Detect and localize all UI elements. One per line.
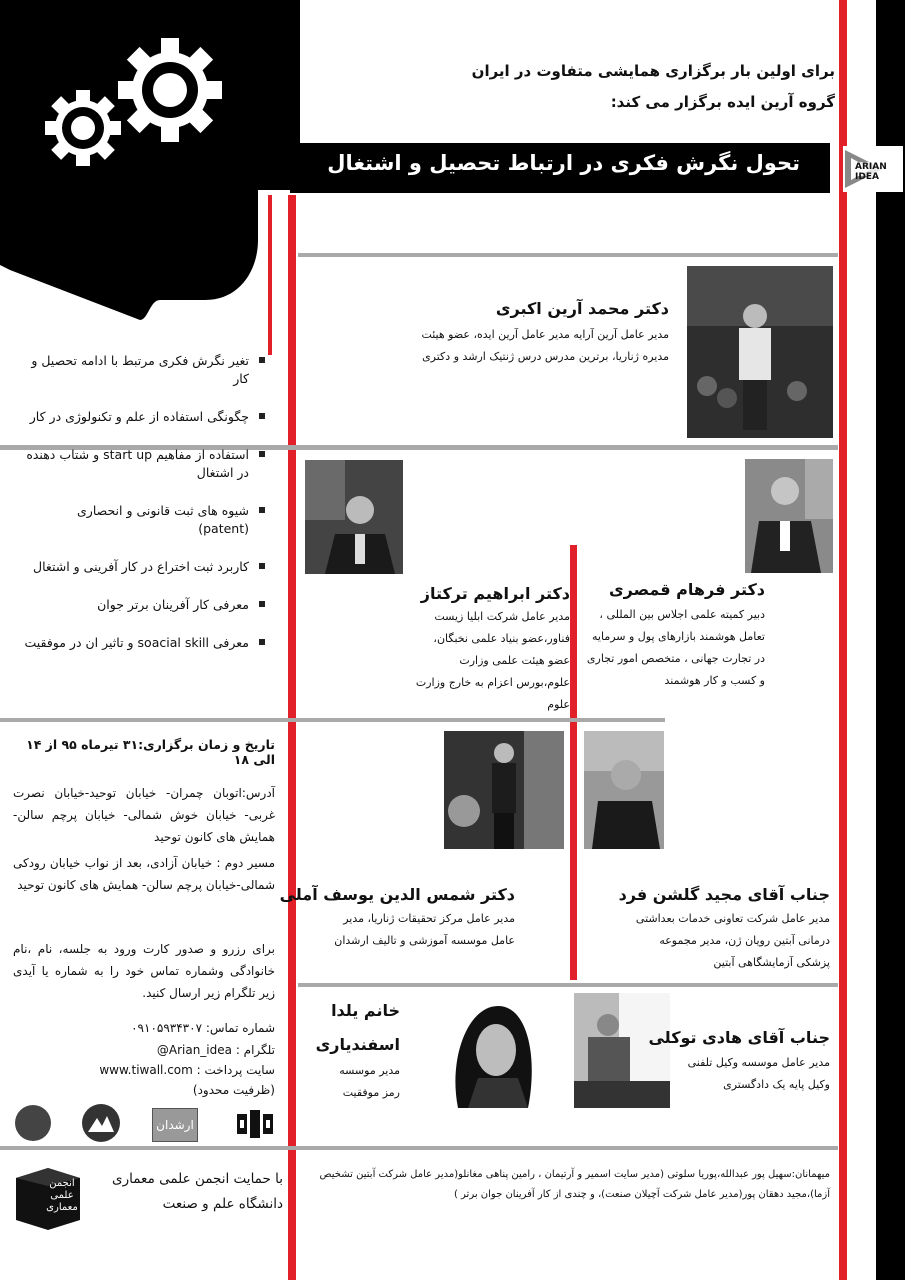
event-title: تحول نگرش فکری در ارتباط تحصیل و اشتغال — [327, 151, 800, 175]
sponsor-line-2: دانشگاه علم و صنعت — [162, 1196, 283, 1212]
speaker-desc-akbari: مدیر عامل آرین آرایه مدیر عامل آرین ایده، عضو هیئت مدیره ژناریا، برترین مدرس درس ژنتیک ارشد و دکتری — [421, 328, 669, 363]
topic-item: کاربرد ثبت اختراع در کار آفرینی و اشتغال — [23, 558, 265, 576]
speaker-desc-tavakoli-1: مدیر عامل موسسه وکیل تلفنی — [687, 1056, 830, 1069]
red-accent-line — [268, 195, 272, 355]
arian-idea-logo-text: ARIAN IDEA — [855, 162, 887, 182]
head-silhouette-graphic — [0, 0, 300, 320]
gray-divider — [0, 1146, 838, 1150]
intro-line-1: برای اولین بار برگزاری همایشی متفاوت در ایران — [471, 62, 835, 80]
bullet-square-icon — [259, 563, 265, 569]
speaker-photo-golshan — [584, 731, 664, 849]
gear-icon — [45, 90, 121, 166]
guests-list: میهمانان:سهیل پور عبدالله،پوریا سلوتی (مدیر سایت اسمیر و آرتیمان ، رامین پناهی مغانلو(مدیر عامل شرکت آبتین تشخیص آزما)،مجید دهقان پور(مدیر عامل شرکت آچیلان صنعت)، و چندی از کار آفرینان جوان برتر ) — [319, 1169, 830, 1200]
red-divider-middle — [570, 545, 577, 980]
speaker-name-qamsari: دکتر فرهام قمصری — [609, 580, 765, 599]
event-reserve-info: برای رزرو و صدور کارت ورود به جلسه، نام ،نام خانوادگی وشماره تماس خود را به شماره یا آیدی زیر تلگرام زیر ارسال کنید. — [13, 942, 275, 1000]
bullet-square-icon — [259, 451, 265, 457]
speaker-name-golshan: جناب آقای مجید گلشن فرد — [618, 885, 830, 904]
topic-item: معرفی کار آفرینان برتر جوان — [23, 596, 265, 614]
speaker-desc-esfandiari-1: مدیر موسسه — [339, 1064, 400, 1077]
bullet-square-icon — [259, 413, 265, 419]
event-capacity: (ظرفیت محدود) — [192, 1083, 275, 1097]
speaker-desc-qamsari: دبیر کمیته علمی اجلاس بین المللی ، تعامل هوشمند بازارهای پول و سرمایه در تجارت جهانی ، متخصص امور تجاری و کسب و کار هوشمند — [586, 608, 765, 687]
sponsor-cube-logo-text: انجمن علمی معماری — [46, 1178, 78, 1213]
event-route-2: مسیر دوم : خیابان آزادی، بعد از نواب خیابان رودکی شمالی-خیابان پرچم سالن- همایش های کانون توحید — [13, 856, 275, 892]
sponsor-cube-logo — [8, 1164, 82, 1230]
red-divider-left — [288, 195, 296, 1280]
speaker-photo-amoli — [444, 731, 564, 849]
topic-item: تغیر نگرش فکری مرتبط با ادامه تحصیل و کار — [23, 352, 265, 388]
speaker-photo-qamsari — [745, 459, 833, 573]
bullet-square-icon — [259, 639, 265, 645]
speaker-name-esfandiari-last: اسفندیاری — [315, 1035, 400, 1054]
arshadan-logo — [152, 1108, 198, 1142]
speaker-name-amoli: دکتر شمس الدین یوسف آملی — [279, 885, 515, 904]
speaker-name-akbari: دکتر محمد آرین اکبری — [495, 299, 669, 318]
bullet-square-icon — [259, 357, 265, 363]
sponsor-line-1: با حمایت انجمن علمی معماری — [112, 1171, 283, 1187]
speaker-name-tarktaz: دکتر ابراهیم ترکتاز — [420, 584, 570, 603]
speaker-desc-esfandiari-2: رمز موفقیت — [342, 1086, 400, 1099]
gear-icon — [118, 38, 222, 142]
arian-idea-small-logo-icon — [237, 1110, 273, 1138]
speaker-name-tavakoli: جناب آقای هادی توکلی — [648, 1028, 830, 1047]
speaker-desc-golshan: مدیر عامل شرکت تعاونی خدمات بعداشتی درمانی آبتین رویان ژن، مدیر مجموعه پزشکی آزمایشگاهی آبتین — [635, 912, 830, 969]
topic-item: معرفی soacial skill و تاثیر ان در موفقیت — [23, 634, 265, 652]
bullet-square-icon — [259, 507, 265, 513]
gray-divider — [298, 983, 838, 987]
intro-line-2: گروه آرین ایده برگزار می کند: — [610, 93, 835, 111]
speaker-desc-tavakoli-2: وکیل پایه یک دادگستری — [723, 1078, 830, 1091]
arshadan-logo-text: ارشدان — [156, 1118, 194, 1132]
event-telegram[interactable]: تلگرام : Arian_idea@ — [156, 1043, 275, 1057]
gray-divider — [298, 253, 838, 257]
speaker-name-esfandiari-first: خانم یلدا — [331, 1001, 400, 1020]
bullet-square-icon — [259, 601, 265, 607]
speaker-photo-esfandiari — [428, 998, 548, 1108]
speaker-photo-akbari — [687, 266, 833, 438]
event-phone[interactable]: شماره تماس: ۰۹۱۰۵۹۳۴۳۰۷ — [131, 1021, 275, 1035]
topic-item: استفاده از مفاهیم start up و شتاب دهنده در اشتغال — [23, 446, 265, 482]
topics-list — [23, 352, 265, 672]
topic-item: چگونگی استفاده از علم و تکنولوژی در کار — [23, 408, 265, 426]
topic-item: شیوه های ثبت قانونی و انحصاری (patent) — [23, 502, 265, 538]
arian-idea-logo — [843, 146, 903, 192]
partner-logo-circle-icon — [15, 1105, 51, 1141]
speaker-photo-tarktaz — [305, 460, 403, 574]
speaker-desc-amoli: مدیر عامل مرکز تحقیقات ژناریا، مدیر عامل موسسه آموزشی و تالیف ارشدان — [334, 912, 515, 947]
speaker-desc-tarktaz: مدیر عامل شرکت ابلیا زیست فناور،عضو بنیاد علمی نخبگان، عضو هیئت علمی وزارت علوم،بورس اعزام به خارج وزارت علوم — [415, 610, 570, 711]
gray-divider — [0, 718, 665, 722]
partner-logo-mountain-icon — [82, 1104, 120, 1142]
event-datetime: تاریخ و زمان برگزاری:۳۱ تیرماه ۹۵ از ۱۴ الی ۱۸ — [26, 737, 275, 767]
event-address: آدرس:اتوبان چمران- خیابان توحید-خیابان نصرت غربی- خیابان خوش شمالی- خیابان پرچم سالن- همایش های کانون توحید — [13, 786, 275, 844]
event-payment-site[interactable]: سایت پرداخت : www.tiwall.com — [99, 1063, 275, 1077]
